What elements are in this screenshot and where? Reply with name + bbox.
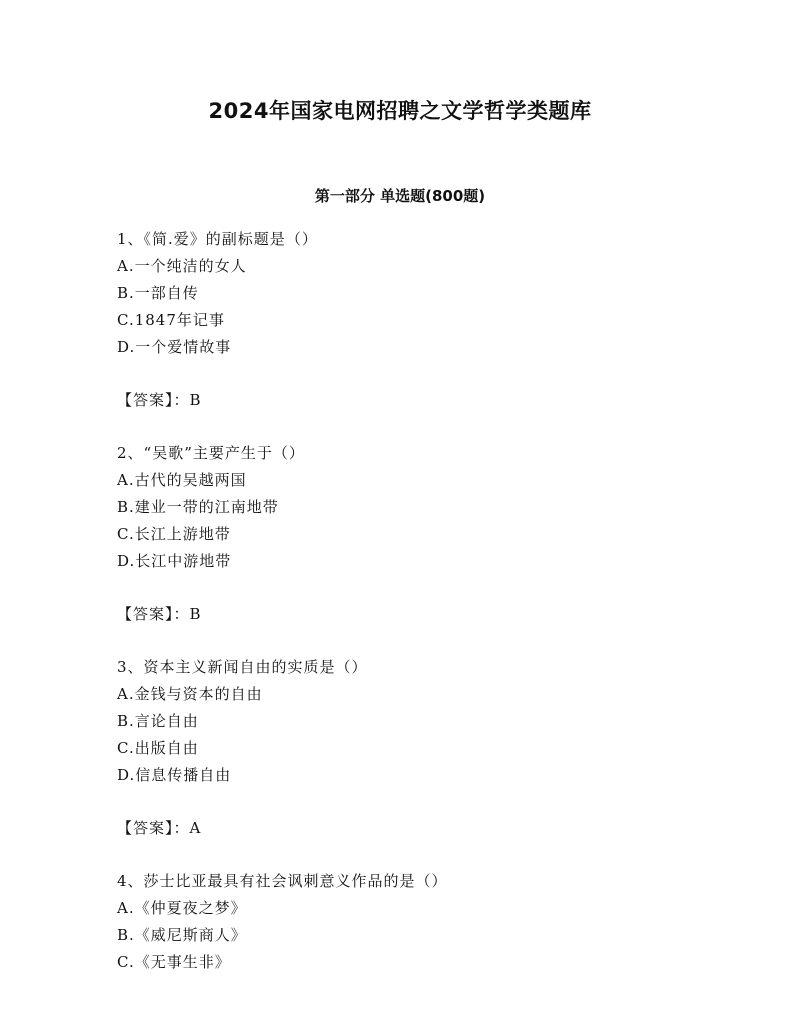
option-a: A.金钱与资本的自由	[117, 685, 263, 703]
answer-line: 【答案】：B	[117, 605, 202, 623]
answer-line: 【答案】：A	[117, 819, 202, 837]
question-2	[117, 440, 757, 628]
question-3	[117, 654, 757, 842]
question-stem: 3、资本主义新闻自由的实质是（）	[117, 658, 368, 676]
option-a: A.《仲夏夜之梦》	[117, 899, 247, 917]
question-1	[117, 226, 757, 414]
question-list	[117, 226, 757, 1002]
option-b: B.言论自由	[117, 712, 199, 730]
section-title: 第一部分 单选题(800题)	[314, 187, 486, 205]
option-d: D.信息传播自由	[117, 766, 232, 784]
option-a: A.一个纯洁的女人	[117, 257, 247, 275]
option-b: B.《威尼斯商人》	[117, 926, 247, 944]
option-c: C.1847年记事	[117, 311, 225, 329]
option-a: A.古代的吴越两国	[117, 471, 247, 489]
question-stem: 4、莎士比亚最具有社会讽刺意义作品的是（）	[117, 872, 448, 890]
question-stem: 1、《简.爱》的副标题是（）	[117, 230, 318, 248]
question-stem: 2、“吴歌”主要产生于（）	[117, 444, 305, 462]
option-d: D.长江中游地带	[117, 552, 232, 570]
option-c: C.《无事生非》	[117, 953, 231, 971]
answer-line: 【答案】：B	[117, 391, 202, 409]
option-c: C.长江上游地带	[117, 525, 231, 543]
option-b: B.建业一带的江南地带	[117, 498, 279, 516]
option-d: D.一个爱情故事	[117, 338, 232, 356]
option-b: B.一部自传	[117, 284, 199, 302]
question-4	[117, 868, 757, 976]
document-title: 2024年国家电网招聘之文学哲学类题库	[208, 99, 592, 123]
option-c: C.出版自由	[117, 739, 199, 757]
